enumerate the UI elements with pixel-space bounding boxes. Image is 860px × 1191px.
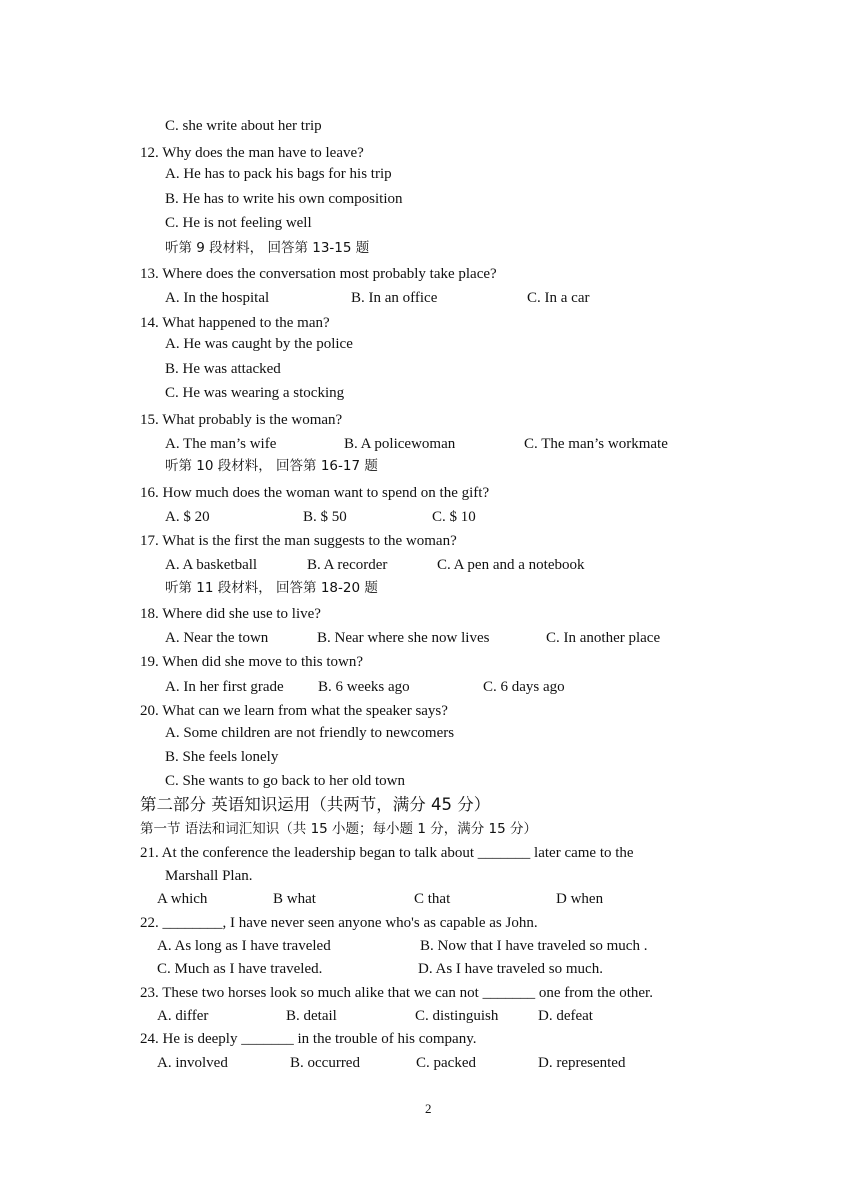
q21-option-c: C that (414, 891, 451, 907)
q21-question-cont: Marshall Plan. (165, 868, 253, 884)
q23-question: 23. These two horses look so much alike that we can not _______ one from the other. (140, 985, 653, 1001)
q21-option-a: A which (157, 891, 208, 907)
q20-option-c: C. She wants to go back to her old town (165, 773, 405, 789)
q24-option-a: A. involved (157, 1055, 228, 1071)
part-2-heading: 第二部分 英语知识运用（共两节，满分 45 分） (140, 795, 491, 814)
q19-option-b: B. 6 weeks ago (318, 679, 410, 695)
q23-option-d: D. defeat (538, 1008, 593, 1024)
q17-option-c: C. A pen and a notebook (437, 557, 585, 573)
q16-option-b: B. $ 50 (303, 509, 347, 525)
q19-option-a: A. In her first grade (165, 679, 284, 695)
q19-question: 19. When did she move to this town? (140, 654, 364, 670)
q18-option-b: B. Near where she now lives (317, 630, 490, 646)
q17-option-b: B. A recorder (307, 557, 388, 573)
q24-option-d: D. represented (538, 1055, 626, 1071)
q22-option-d: D. As I have traveled so much. (418, 961, 603, 977)
q18-option-c: C. In another place (546, 630, 661, 646)
q20-option-b: B. She feels lonely (165, 749, 279, 765)
q20-question: 20. What can we learn from what the speaker says? (140, 703, 448, 719)
q14-option-a: A. He was caught by the police (165, 336, 353, 352)
q18-option-a: A. Near the town (165, 630, 269, 646)
section-9-instruction: 听第 9 段材料， 回答第 13-15 题 (165, 240, 370, 256)
q22-option-a: A. As long as I have traveled (157, 938, 331, 954)
part-2-section-1-heading: 第一节 语法和词汇知识（共 15 小题；每小题 1 分，满分 15 分） (140, 821, 537, 837)
q23-option-c: C. distinguish (415, 1008, 499, 1024)
q16-option-c: C. $ 10 (432, 509, 476, 525)
q14-option-b: B. He was attacked (165, 361, 281, 377)
q11-option-c: C. she write about her trip (165, 118, 322, 134)
q24-question: 24. He is deeply _______ in the trouble of his company. (140, 1031, 477, 1047)
q18-question: 18. Where did she use to live? (140, 606, 321, 622)
q24-option-c: C. packed (416, 1055, 476, 1071)
q17-option-a: A. A basketball (165, 557, 258, 573)
q22-option-b: B. Now that I have traveled so much . (420, 938, 648, 954)
q15-option-b: B. A policewoman (344, 436, 456, 452)
q15-option-c: C. The man’s workmate (524, 436, 668, 452)
q16-question: 16. How much does the woman want to spend on the gift? (140, 485, 490, 501)
q17-question: 17. What is the first the man suggests to the woman? (140, 533, 457, 549)
q15-question: 15. What probably is the woman? (140, 412, 343, 428)
q12-option-b: B. He has to write his own composition (165, 191, 403, 207)
q21-option-b: B what (273, 891, 316, 907)
q12-option-c: C. He is not feeling well (165, 215, 312, 231)
q21-option-d: D when (556, 891, 604, 907)
q14-option-c: C. He was wearing a stocking (165, 385, 345, 401)
q21-question: 21. At the conference the leadership began to talk about _______ later came to the (140, 845, 634, 861)
q24-option-b: B. occurred (290, 1055, 360, 1071)
q19-option-c: C. 6 days ago (483, 679, 565, 695)
section-11-instruction: 听第 11 段材料， 回答第 18-20 题 (165, 580, 378, 596)
q13-option-b: B. In an office (351, 290, 438, 306)
q13-question: 13. Where does the conversation most probably take place? (140, 266, 497, 282)
q23-option-b: B. detail (286, 1008, 337, 1024)
q20-option-a: A. Some children are not friendly to newcomers (165, 725, 455, 741)
q22-question: 22. ________, I have never seen anyone who's as capable as John. (140, 915, 538, 931)
section-10-instruction: 听第 10 段材料， 回答第 16-17 题 (165, 458, 378, 474)
q12-option-a: A. He has to pack his bags for his trip (165, 166, 392, 182)
q22-option-c: C. Much as I have traveled. (157, 961, 323, 977)
q23-option-a: A. differ (157, 1008, 209, 1024)
page-number: 2 (425, 1101, 432, 1116)
q14-question: 14. What happened to the man? (140, 315, 330, 331)
q15-option-a: A. The man’s wife (165, 436, 277, 452)
q16-option-a: A. $ 20 (165, 509, 210, 525)
q12-question: 12. Why does the man have to leave? (140, 145, 364, 161)
q13-option-a: A. In the hospital (165, 290, 270, 306)
q13-option-c: C. In a car (527, 290, 590, 306)
